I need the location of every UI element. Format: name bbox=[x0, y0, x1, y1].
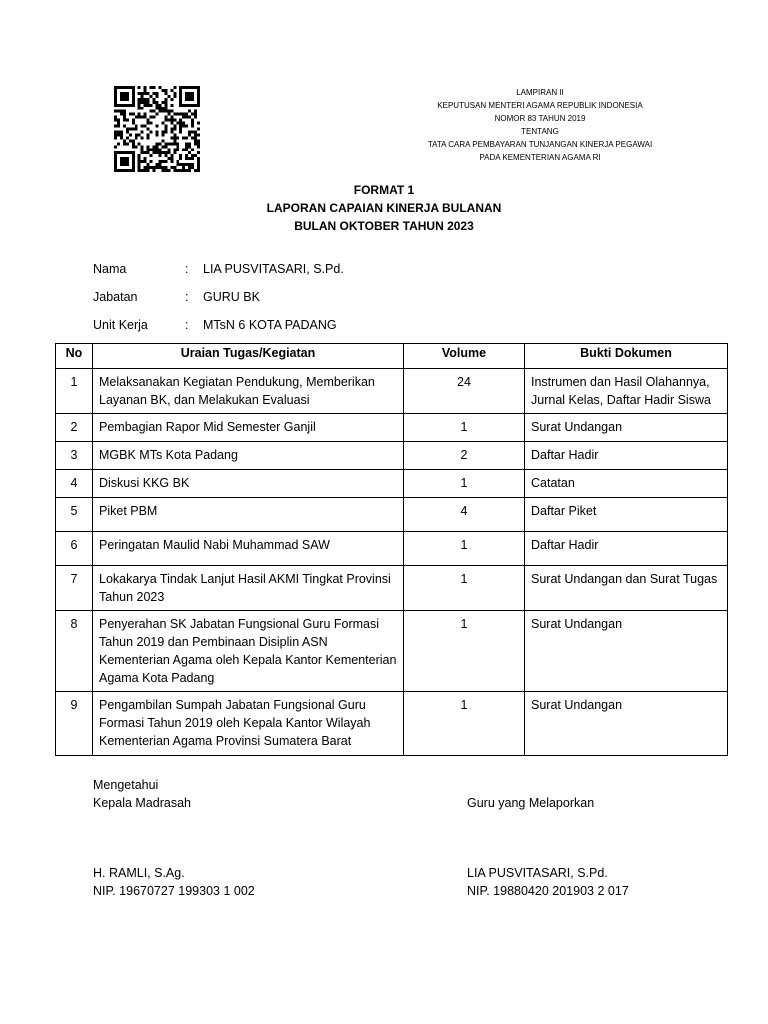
cell-no: 9 bbox=[56, 692, 93, 756]
info-value: LIA PUSVITASARI, S.Pd. bbox=[203, 262, 344, 276]
cell-volume: 1 bbox=[404, 692, 525, 756]
header-no: No bbox=[56, 344, 93, 369]
cell-evidence: Daftar Piket bbox=[525, 498, 728, 532]
header-evidence: Bukti Dokumen bbox=[525, 344, 728, 369]
cell-evidence: Surat Undangan bbox=[525, 414, 728, 442]
header-task: Uraian Tugas/Kegiatan bbox=[93, 344, 404, 369]
info-row-unit-kerja bbox=[93, 316, 344, 344]
cell-task: MGBK MTs Kota Padang bbox=[93, 442, 404, 470]
reporter-heading: Guru yang Melaporkan bbox=[467, 796, 595, 810]
cell-no: 7 bbox=[56, 566, 93, 611]
table-row bbox=[56, 498, 728, 532]
qr-code-icon bbox=[111, 86, 203, 172]
cell-no: 8 bbox=[56, 611, 93, 692]
table-row bbox=[56, 369, 728, 414]
cell-evidence: Surat Undangan dan Surat Tugas bbox=[525, 566, 728, 611]
table-body bbox=[56, 369, 728, 756]
cell-task: Diskusi KKG BK bbox=[93, 470, 404, 498]
cell-volume: 1 bbox=[404, 532, 525, 566]
task-table bbox=[55, 343, 728, 756]
info-row-jabatan bbox=[93, 288, 344, 316]
employee-info bbox=[93, 260, 344, 344]
cell-volume: 1 bbox=[404, 566, 525, 611]
cell-volume: 24 bbox=[404, 369, 525, 414]
table-row bbox=[56, 566, 728, 611]
cell-volume: 1 bbox=[404, 414, 525, 442]
table-header-row bbox=[56, 344, 728, 369]
cell-task: Melaksanakan Kegiatan Pendukung, Memberikan Layanan BK, dan Melakukan Evaluasi bbox=[93, 369, 404, 414]
lampiran-line: LAMPIRAN II bbox=[516, 88, 564, 97]
reporter-block bbox=[467, 794, 594, 812]
cell-task: Pembagian Rapor Mid Semester Ganjil bbox=[93, 414, 404, 442]
info-colon: : bbox=[185, 318, 189, 332]
info-label: Jabatan bbox=[93, 290, 138, 304]
table-row bbox=[56, 470, 728, 498]
cell-task: Pengambilan Sumpah Jabatan Fungsional Guru Formasi Tahun 2019 oleh Kepala Kantor Wilayah Kementerian Agama Provinsi Sumatera Barat bbox=[93, 692, 404, 756]
reporter-signature bbox=[467, 864, 629, 900]
info-value: GURU BK bbox=[203, 290, 260, 304]
cell-evidence: Instrumen dan Hasil Olahannya, Jurnal Kelas, Daftar Hadir Siswa bbox=[525, 369, 728, 414]
info-row-nama bbox=[93, 260, 344, 288]
approver-signature bbox=[93, 864, 255, 900]
cell-task: Lokakarya Tindak Lanjut Hasil AKMI Tingkat Provinsi Tahun 2023 bbox=[93, 566, 404, 611]
cell-no: 6 bbox=[56, 532, 93, 566]
table-row bbox=[56, 532, 728, 566]
approver-heading: Mengetahui bbox=[93, 778, 159, 792]
report-title bbox=[234, 181, 534, 235]
table-row bbox=[56, 442, 728, 470]
table-row bbox=[56, 692, 728, 756]
approver-name: H. RAMLI, S.Ag. bbox=[93, 866, 185, 880]
report-period: BULAN OKTOBER TAHUN 2023 bbox=[294, 219, 474, 233]
cell-volume: 1 bbox=[404, 611, 525, 692]
format-label: FORMAT 1 bbox=[353, 183, 415, 197]
lampiran-line: TATA CARA PEMBAYARAN TUNJANGAN KINERJA PEGAWAI bbox=[427, 140, 653, 149]
lampiran-line: TENTANG bbox=[521, 127, 559, 136]
cell-volume: 2 bbox=[404, 442, 525, 470]
approver-title: Kepala Madrasah bbox=[93, 796, 191, 810]
cell-no: 4 bbox=[56, 470, 93, 498]
cell-no: 5 bbox=[56, 498, 93, 532]
table-row bbox=[56, 611, 728, 692]
reporter-name: LIA PUSVITASARI, S.Pd. bbox=[467, 866, 608, 880]
approver-block bbox=[93, 776, 191, 812]
cell-task: Penyerahan SK Jabatan Fungsional Guru Formasi Tahun 2019 dan Pembinaan Disiplin ASN Kementerian Agama oleh Kepala Kantor Kementerian Agama Kota Padang bbox=[93, 611, 404, 692]
cell-no: 3 bbox=[56, 442, 93, 470]
lampiran-line: KEPUTUSAN MENTERI AGAMA REPUBLIK INDONESIA bbox=[437, 101, 643, 110]
cell-task: Piket PBM bbox=[93, 498, 404, 532]
cell-volume: 4 bbox=[404, 498, 525, 532]
lampiran-line: NOMOR 83 TAHUN 2019 bbox=[494, 114, 586, 123]
info-colon: : bbox=[185, 262, 189, 276]
report-name: LAPORAN CAPAIAN KINERJA BULANAN bbox=[266, 201, 502, 215]
cell-no: 2 bbox=[56, 414, 93, 442]
cell-evidence: Surat Undangan bbox=[525, 692, 728, 756]
info-label: Unit Kerja bbox=[93, 318, 148, 332]
reporter-nip: NIP. 19880420 201903 2 017 bbox=[467, 884, 629, 898]
cell-volume: 1 bbox=[404, 470, 525, 498]
lampiran-block bbox=[410, 86, 670, 164]
info-value: MTsN 6 KOTA PADANG bbox=[203, 318, 337, 332]
info-label: Nama bbox=[93, 262, 127, 276]
cell-evidence: Daftar Hadir bbox=[525, 532, 728, 566]
cell-task: Peringatan Maulid Nabi Muhammad SAW bbox=[93, 532, 404, 566]
approver-nip: NIP. 19670727 199303 1 002 bbox=[93, 884, 255, 898]
cell-evidence: Surat Undangan bbox=[525, 611, 728, 692]
info-colon: : bbox=[185, 290, 189, 304]
lampiran-line: PADA KEMENTERIAN AGAMA RI bbox=[479, 153, 601, 162]
cell-no: 1 bbox=[56, 369, 93, 414]
table-row bbox=[56, 414, 728, 442]
header-volume: Volume bbox=[404, 344, 525, 369]
cell-evidence: Catatan bbox=[525, 470, 728, 498]
cell-evidence: Daftar Hadir bbox=[525, 442, 728, 470]
